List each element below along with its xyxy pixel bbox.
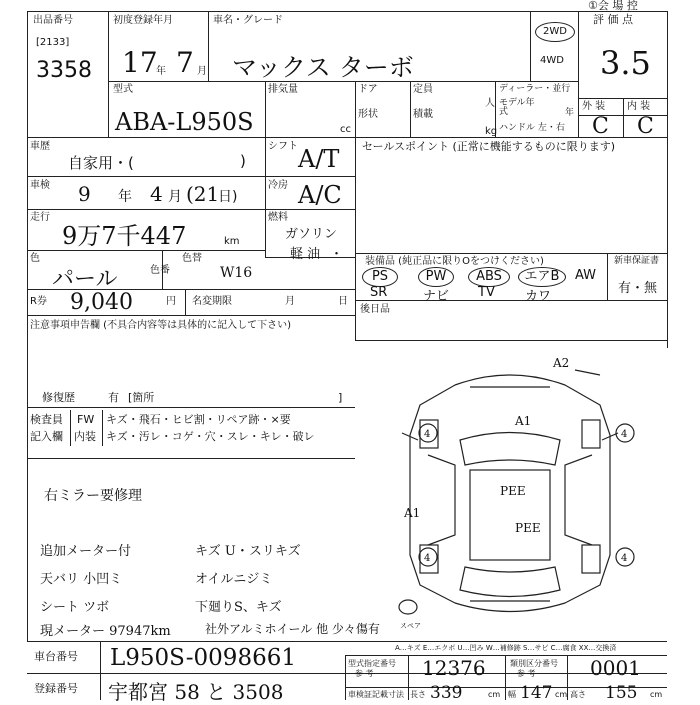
mark-a1-front: A1 (515, 414, 532, 428)
drive-2wd: 2WD (535, 22, 575, 42)
equip-tv: TV (478, 285, 495, 300)
height-label: 高さ (570, 690, 586, 699)
drive-4wd: 4WD (540, 55, 564, 66)
inspection-day-unit: 日) (218, 189, 238, 205)
frame-top (27, 11, 667, 12)
mark-wheel-rr: 4 (621, 553, 628, 564)
spare-tire (399, 600, 417, 614)
color-code: W16 (220, 265, 253, 281)
dealer-label: ディーラー・並行 (499, 84, 571, 94)
fuel-dot: ・ (330, 247, 344, 262)
later-date-label: 後日品 (360, 304, 390, 315)
mark-a2: A2 (553, 356, 570, 370)
repair-bracket: [箇所 (128, 391, 155, 404)
interior-cell-label: 内装 (74, 430, 96, 443)
name-change-month: 月 (285, 296, 295, 307)
equip-aw: AW (575, 268, 597, 283)
warranty-value: 有・無 (618, 281, 658, 296)
note-underbody: 下廻りS、キズ (195, 600, 282, 615)
load-label: 積載 (413, 109, 433, 120)
mark-pee-roof: PEE (500, 484, 526, 498)
type-label: 型式 (113, 84, 133, 95)
first-reg-label: 初度登録年月 (113, 15, 173, 26)
model-label: 車名・グレード (213, 15, 283, 26)
shift-value: A/T (298, 145, 340, 173)
shape-label: 形状 (358, 109, 378, 120)
note-seat: シート ツボ (40, 600, 110, 615)
model-year-label: モデル年式 (499, 98, 535, 117)
inspection-month: 4 (150, 182, 163, 206)
note-wheels: 社外アルミホイール 他 少々傷有 (205, 622, 380, 636)
interior-grade: C (637, 114, 654, 139)
equip-abs: ABS (468, 267, 510, 287)
equip-navi: ナビ (423, 289, 450, 304)
recycle-value: 9,040 (70, 290, 133, 315)
name-change-day: 日 (338, 296, 348, 307)
history-close: ) (240, 152, 246, 170)
fuel-label: 燃料 (268, 212, 288, 223)
entry-label: 記入欄 (30, 430, 63, 443)
mark-pee-rear: PEE (515, 521, 541, 535)
category-value: 0001 (590, 656, 641, 680)
width-value: 147 (520, 683, 553, 703)
note-scratches: キズ U・スリキズ (195, 544, 301, 559)
equipment-label: 装備品 (純正品に限りOをつけください) (365, 256, 544, 267)
color-label: 色 (30, 253, 40, 264)
chassis-label: 車台番号 (34, 650, 78, 663)
repair-yes: 有 (108, 391, 119, 404)
reg-value: 宇都宮 58 と 3508 (108, 680, 284, 704)
fw-items: キズ・飛石・ヒビ割・リペア跡・×要 (106, 413, 291, 426)
chassis-value: L950S-0098661 (110, 645, 296, 671)
inspector-label: 検査員 (30, 413, 63, 426)
mileage-value: 9万7千447 (62, 222, 187, 250)
equip-sr: SR (370, 285, 388, 300)
equip-airbag: エアB (518, 267, 566, 287)
type-value: ABA-L950S (115, 108, 254, 136)
length-unit: cm (488, 690, 501, 699)
capacity-label: 定員 (413, 84, 433, 95)
width-label: 幅 (508, 690, 516, 699)
height-unit: cm (650, 690, 663, 699)
history-value: 自家用・( (68, 154, 134, 172)
interior-items: キズ・汚レ・コゲ・穴・スレ・キレ・破レ (106, 430, 315, 443)
length-label: 長さ (410, 690, 426, 699)
model-value: マックス ターボ (232, 53, 414, 82)
mileage-unit: km (224, 236, 240, 247)
windshield (460, 433, 560, 466)
door-left (428, 455, 455, 545)
damage-legend: A…キズ E…エクボ U…凹み W…補修跡 S…サビ C…腐食 XX…交換済 (395, 644, 617, 652)
declaration-label: 注意事項申告欄 (不具合内容等は具体的に記入して下さい) (30, 320, 291, 331)
sales-point-label: セールスポイント (正常に機能するものに限ります) (362, 140, 616, 153)
category-label: 類別区分番号 (510, 659, 558, 668)
category-ref: 参 考 (517, 669, 536, 678)
exterior-grade: C (592, 114, 609, 139)
rating-value: 3.5 (600, 44, 651, 82)
fw-label: FW (77, 413, 95, 426)
note-current-meter: 現メーター 97947km (40, 624, 171, 639)
first-reg-year-unit: 年 (156, 66, 166, 77)
equip-pw: PW (418, 267, 454, 287)
lot-number: 3358 (36, 58, 92, 83)
recycle-unit: 円 (166, 296, 176, 307)
note-extra-meter: 追加メーター付 (40, 544, 132, 559)
venue-copy-label: ①会 場 控 (588, 0, 638, 12)
car-damage-diagram (360, 345, 660, 640)
mark-wheel-rl: 4 (424, 553, 431, 564)
shift-label: シフト (268, 141, 298, 152)
spare-label: スペア (400, 622, 421, 630)
repair-close: ] (338, 391, 343, 404)
type-designation-ref: 参 考 (355, 669, 374, 678)
fuel-light-oil: 軽 油 (290, 247, 321, 262)
mark-wheel-fr: 4 (621, 429, 628, 440)
history-label: 車歴 (30, 141, 50, 152)
height-value: 155 (605, 683, 638, 703)
wheel-front-right (582, 420, 600, 448)
type-designation-label: 型式指定番号 (348, 659, 396, 668)
rear-window (460, 567, 560, 597)
equip-ps: PS (362, 267, 398, 287)
load-unit: kg (485, 126, 498, 137)
mark-line-a2 (575, 370, 600, 375)
mark-a1-side: A1 (404, 506, 421, 520)
rating-label: 評 価 点 (593, 13, 633, 26)
note-mirror: 右ミラー要修理 (44, 488, 142, 504)
door-label: ドア (358, 84, 378, 95)
exterior-label: 外 装 (582, 101, 606, 112)
note-oil: オイルニジミ (195, 572, 273, 587)
first-reg-year: 17 (122, 46, 158, 79)
capacity-unit: 人 (485, 98, 495, 109)
wheel-rear-right (582, 545, 600, 573)
ac-label: 冷房 (268, 180, 288, 191)
color-value: パール (52, 267, 118, 292)
inspection-day: (21 (186, 182, 220, 206)
lot-sub-code: [2133] (36, 37, 70, 48)
note-ceiling: 天バリ 小凹ミ (40, 572, 123, 587)
fuel-gasoline: ガソリン (285, 227, 338, 242)
repair-label: 修復歴 (42, 391, 75, 404)
reg-label: 登録番号 (34, 682, 78, 695)
handle-label: ハンドル 左・右 (499, 123, 565, 133)
lot-number-label: 出品番号 (33, 15, 73, 26)
color-no-label: 色番 (150, 265, 170, 276)
name-change-label: 名変期限 (192, 296, 232, 307)
frame-left (27, 11, 28, 641)
mark-wheel-fl: 4 (424, 429, 431, 440)
inspection-month-unit: 月 (168, 189, 182, 205)
mileage-label: 走行 (30, 212, 50, 223)
length-value: 339 (430, 683, 463, 703)
first-reg-month-unit: 月 (197, 66, 207, 77)
ac-value: A/C (298, 181, 342, 209)
displacement-unit: cc (340, 124, 351, 135)
inspection-label: 車検 (30, 180, 50, 191)
inspection-year: 9 (78, 182, 91, 206)
displacement-label: 排気量 (268, 84, 298, 95)
door-right (565, 455, 592, 545)
equip-leather: カワ (525, 289, 552, 304)
type-designation-value: 12376 (422, 656, 486, 680)
first-reg-month: 7 (176, 46, 194, 79)
color-change-label: 色替 (182, 253, 202, 264)
interior-label: 内 装 (627, 101, 651, 112)
frame-right (667, 11, 668, 348)
cert-label: 車検証記載寸法 (348, 690, 404, 699)
width-unit: cm (555, 690, 568, 699)
recycle-label: R券 (30, 296, 47, 307)
warranty-label: 新車保証書 (614, 256, 660, 266)
inspection-year-unit: 年 (118, 189, 132, 205)
year-unit: 年 (565, 108, 575, 118)
